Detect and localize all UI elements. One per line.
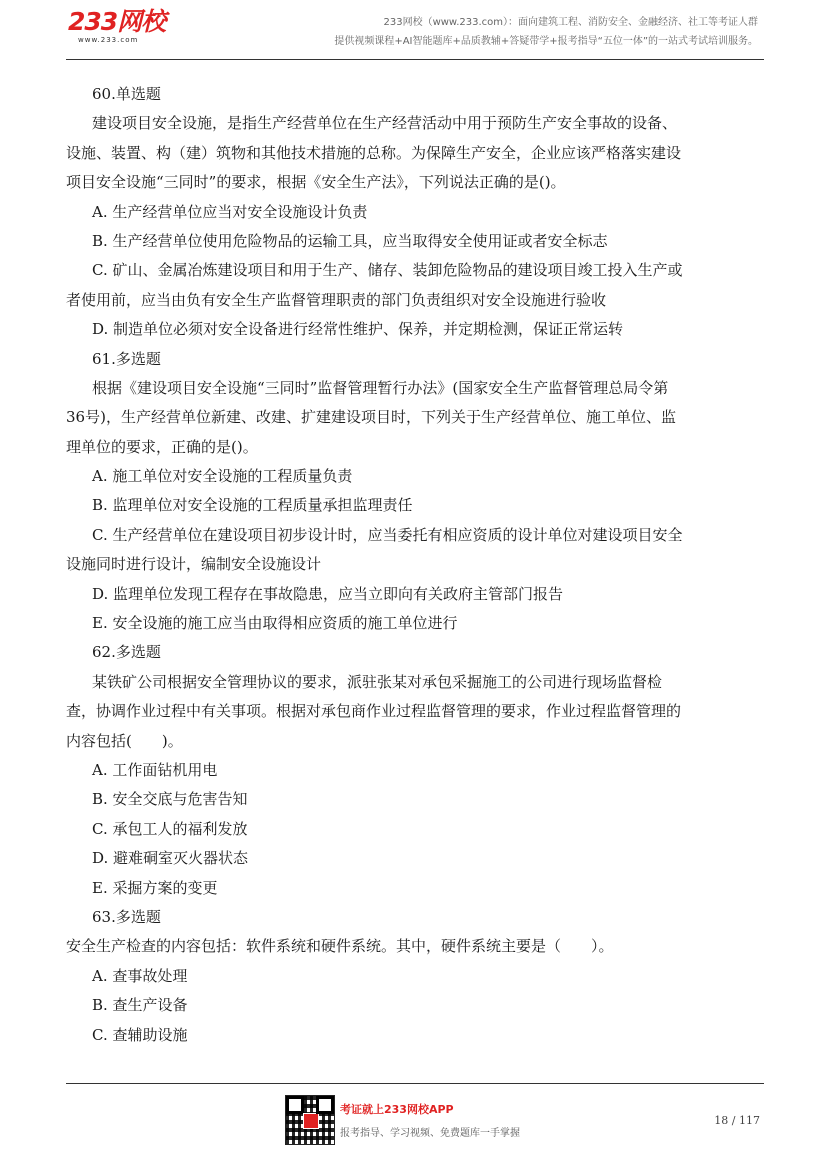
text-line: 63.多选题 [92, 907, 161, 926]
text-line: 查，协调作业过程中有关事项。根据对承包商作业过程监督管理的要求，作业过程监督管理的 [66, 702, 682, 721]
text-line: A. 工作面钻机用电 [92, 760, 218, 779]
text-line: E. 采掘方案的变更 [92, 878, 218, 897]
text-line: 项目安全设施“三同时”的要求，根据《安全生产法》，下列说法正确的是()。 [66, 173, 566, 192]
header-divider [66, 59, 764, 60]
app-promo-title: 考证就上233网校APP [340, 1103, 454, 1116]
text-line: B. 监理单位对安全设施的工程质量承担监理责任 [92, 496, 413, 515]
logo-url: www.233.com [78, 36, 139, 44]
brand-logo [68, 8, 165, 45]
text-line: 者使用前，应当由负有安全生产监督管理职责的部门负责组织对安全设施进行验收 [66, 290, 607, 309]
text-line: B. 生产经营单位使用危险物品的运输工具，应当取得安全使用证或者安全标志 [92, 231, 608, 250]
text-line: 建设项目安全设施，是指生产经营单位在生产经营活动中用于预防生产安全事故的设备、 [92, 114, 678, 133]
text-line: 根据《建设项目安全设施“三同时”监督管理暂行办法》(国家安全生产监督管理总局令第 [92, 378, 669, 397]
text-line: C. 承包工人的福利发放 [92, 819, 248, 838]
text-line: 安全生产检查的内容包括：软件系统和硬件系统。其中，硬件系统主要是（ ）。 [66, 937, 614, 956]
header-slogan [334, 13, 758, 51]
text-line: A. 生产经营单位应当对安全设施设计负责 [92, 202, 368, 221]
app-promo-subtitle: 报考指导、学习视频、免费题库一手掌握 [340, 1128, 520, 1139]
page-number: 18 / 117 [714, 1114, 760, 1127]
text-line: 内容包括( )。 [66, 731, 183, 750]
header-slogan-line1: 233网校（www.233.com）：面向建筑工程、消防安全、金融经济、社工等考证人群 [383, 17, 758, 28]
text-line: 设施同时进行设计，编制安全设施设计 [66, 555, 322, 574]
text-line: 设施、装置、构（建）筑物和其他技术措施的总称。为保障生产安全，企业应该严格落实建设 [66, 143, 682, 162]
logo-text: 233网校 [68, 7, 166, 36]
footer-divider [66, 1083, 764, 1084]
header-slogan-line2: 提供视频课程+AI智能题库+品质教辅+答疑带学+报考指导“五位一体”的一站式考试培训服务。 [334, 36, 758, 47]
text-line: C. 生产经营单位在建设项目初步设计时，应当委托有相应资质的设计单位对建设项目安全 [92, 525, 683, 544]
text-line: 62.多选题 [92, 643, 161, 662]
qr-code-icon [286, 1096, 334, 1144]
text-line: A. 查事故处理 [92, 966, 188, 985]
question-content [66, 80, 770, 1050]
text-line: C. 矿山、金属冶炼建设项目和用于生产、储存、装卸危险物品的建设项目竣工投入生产或 [92, 261, 683, 280]
text-line: D. 制造单位必须对安全设备进行经常性维护、保养，并定期检测，保证正常运转 [92, 320, 624, 339]
text-line: B. 查生产设备 [92, 996, 188, 1015]
text-line: B. 安全交底与危害告知 [92, 790, 248, 809]
text-line: 某铁矿公司根据安全管理协议的要求，派驻张某对承包采掘施工的公司进行现场监督检 [92, 672, 663, 691]
text-line: E. 安全设施的施工应当由取得相应资质的施工单位进行 [92, 614, 458, 633]
text-line: D. 监理单位发现工程存在事故隐患，应当立即向有关政府主管部门报告 [92, 584, 564, 603]
text-line: 60.单选题 [92, 85, 161, 103]
text-line: 理单位的要求，正确的是()。 [66, 437, 258, 456]
text-line: 36号)，生产经营单位新建、改建、扩建建设项目时，下列关于生产经营单位、施工单位、监 [66, 408, 676, 427]
text-line: D. 避难硐室灭火器状态 [92, 849, 249, 868]
page-header [0, 0, 830, 62]
text-line: A. 施工单位对安全设施的工程质量负责 [92, 467, 353, 486]
text-line: 61.多选题 [92, 349, 161, 368]
text-line: C. 查辅助设施 [92, 1025, 188, 1044]
